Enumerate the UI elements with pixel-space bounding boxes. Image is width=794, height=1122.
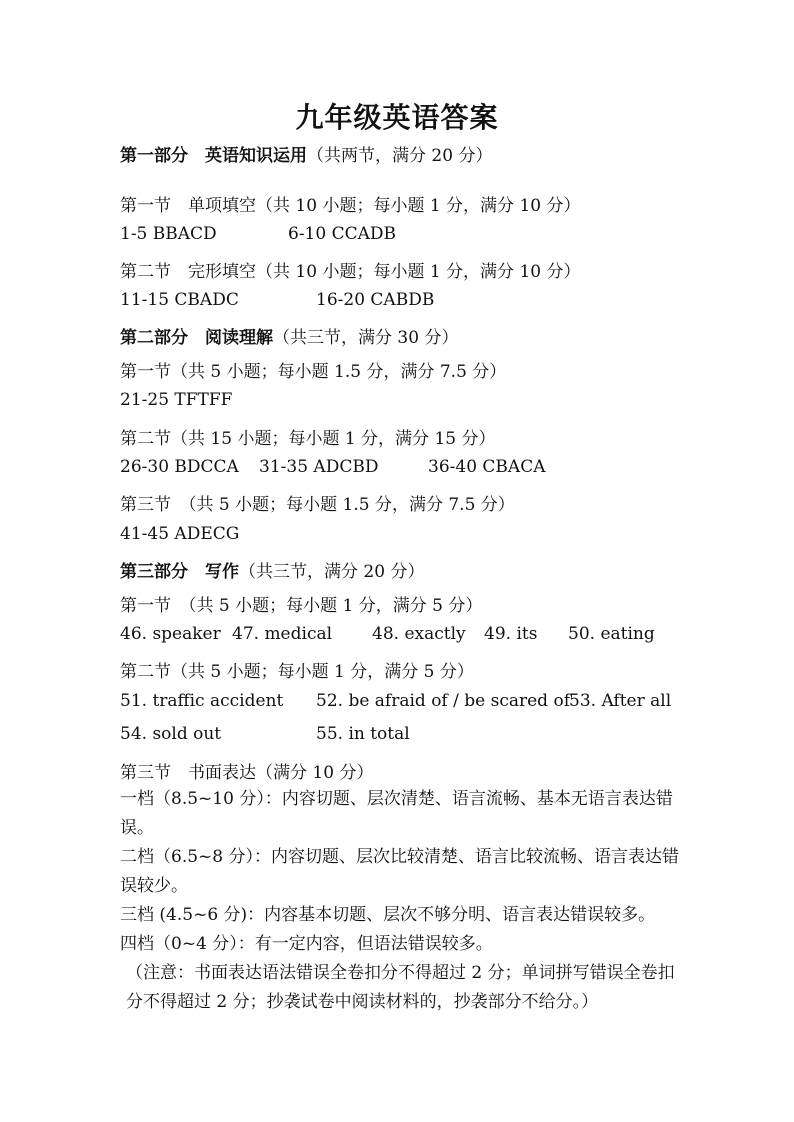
- part3-heading-line: [120, 557, 424, 582]
- part1-section2-label: 第二节 完形填空（共 10 小题；每小题 1 分，满分 10 分）: [120, 262, 581, 282]
- answer-group: 31-35 ADCBD: [259, 457, 379, 477]
- answer-group: 21-25 TFTFF: [120, 390, 233, 410]
- answer-group: 41-45 ADECG: [120, 524, 240, 544]
- part2-info: （共三节，满分 30 分）: [273, 328, 459, 348]
- answer-group: 36-40 CBACA: [428, 457, 546, 477]
- grade-level-1: 一档（8.5~10 分）：内容切题、层次清楚、语言流畅、基本无语言表达错误。: [120, 789, 673, 838]
- answer-group: 16-20 CABDB: [316, 290, 435, 310]
- answer-item: 54. sold out: [120, 724, 222, 744]
- part1-heading: 第一部分 英语知识运用: [120, 146, 307, 166]
- part3-section2-label: 第二节（共 5 小题；每小题 1 分，满分 5 分）: [120, 662, 474, 682]
- answer-item: 51. traffic accident: [120, 691, 284, 711]
- grade-level-3: 三档 (4.5~6 分)：内容基本切题、层次不够分明、语言表达错误较多。: [120, 905, 656, 925]
- answer-item: 55. in total: [316, 724, 410, 744]
- part2-section1-label: 第一节（共 5 小题；每小题 1.5 分，满分 7.5 分）: [120, 362, 507, 382]
- answer-item: 53. After all: [569, 691, 672, 711]
- part3-heading: 第三部分 写作: [120, 562, 239, 582]
- answer-item: 52. be afraid of / be scared of: [316, 691, 570, 711]
- answer-group: 26-30 BDCCA: [120, 457, 239, 477]
- part2-section3-label: 第三节 （共 5 小题；每小题 1.5 分，满分 7.5 分）: [120, 495, 515, 515]
- part2-heading-line: [120, 323, 458, 348]
- part2-section2-label: 第二节（共 15 小题；每小题 1 分，满分 15 分）: [120, 429, 496, 449]
- part1-heading-line: [120, 141, 492, 166]
- answer-item: 48. exactly: [372, 624, 466, 644]
- answer-item: 46. speaker: [120, 624, 221, 644]
- page-title: 九年级英语答案: [295, 101, 499, 134]
- part3-section1-label: 第一节 （共 5 小题；每小题 1 分，满分 5 分）: [120, 596, 483, 616]
- part1-info: （共两节，满分 20 分）: [307, 146, 493, 166]
- part3-section3-label: 第三节 书面表达（满分 10 分）: [120, 763, 374, 783]
- part3-info: （共三节，满分 20 分）: [239, 562, 425, 582]
- grade-level-2: 二档（6.5~8 分）：内容切题、层次比较清楚、语言比较流畅、语言表达错误较少。: [120, 847, 679, 896]
- answer-item: 47. medical: [232, 624, 333, 644]
- part2-heading: 第二部分 阅读理解: [120, 328, 273, 348]
- answer-group: 6-10 CCADB: [288, 224, 397, 244]
- answer-group: 11-15 CBADC: [120, 290, 239, 310]
- grading-note: （注意：书面表达语法错误全卷扣分不得超过 2 分；单词拼写错误全卷扣分不得超过 2 分；抄袭试卷中阅读材料的，抄袭部分不给分。）: [126, 963, 675, 1012]
- grade-level-4: 四档（0~4 分）：有一定内容，但语法错误较多。: [120, 934, 493, 954]
- answer-item: 49. its: [484, 624, 538, 644]
- answer-item: 50. eating: [568, 624, 655, 644]
- answer-group: 1-5 BBACD: [120, 224, 217, 244]
- part1-section1-label: 第一节 单项填空（共 10 小题；每小题 1 分，满分 10 分）: [120, 196, 581, 216]
